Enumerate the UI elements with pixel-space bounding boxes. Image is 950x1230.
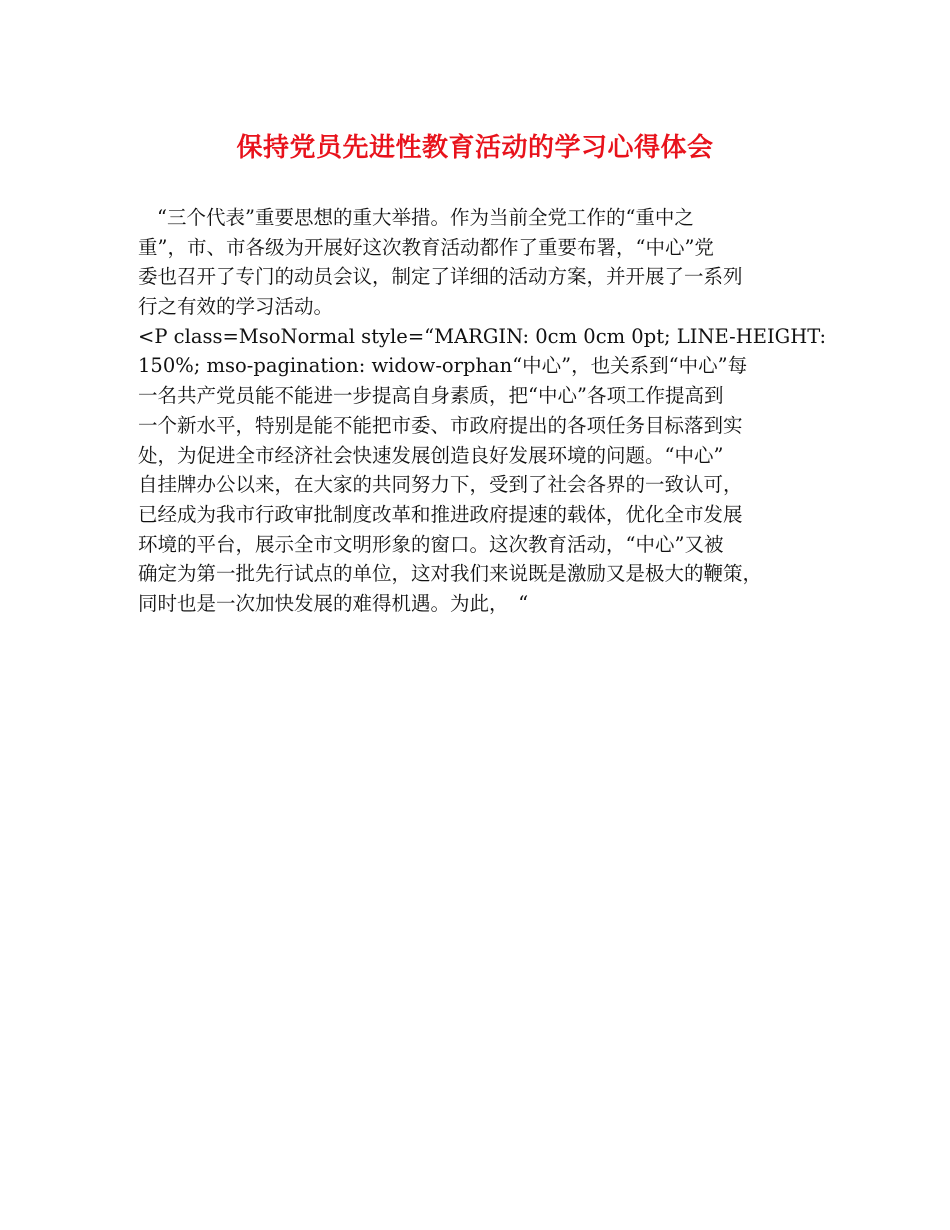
paragraph-line: 确定为第一批先行试点的单位，这对我们来说既是激励又是极大的鞭策， bbox=[138, 562, 763, 586]
paragraph-line: 一个新水平，特别是能不能把市委、市政府提出的各项任务目标落到实 bbox=[138, 413, 743, 437]
document-title: 保持党员先进性教育活动的学习心得体会 bbox=[236, 133, 714, 163]
paragraph-line: 重”，市、市各级为开展好这次教育活动都作了重要布署，“中心”党 bbox=[138, 235, 714, 259]
paragraph-line: 同时也是一次加快发展的难得机遇。为此， “ bbox=[138, 591, 529, 615]
paragraph-line: <P class=MsoNormal style=“MARGIN: 0cm 0cm 0pt; LINE-HEIGHT: bbox=[138, 324, 827, 348]
paragraph-line: “三个代表”重要思想的重大举措。作为当前全党工作的“重中之 bbox=[157, 206, 694, 229]
paragraph-line: 自挂牌办公以来，在大家的共同努力下，受到了社会各界的一致认可， bbox=[138, 473, 743, 497]
paragraph-line: 环境的平台，展示全市文明形象的窗口。这次教育活动，“中心”又被 bbox=[138, 532, 724, 556]
paragraph-line: 150%; mso-pagination: widow-orphan“中心”，也关系到“中心”每 bbox=[138, 354, 748, 378]
paragraph-line: 一名共产党员能不能进一步提高自身素质，把“中心”各项工作提高到 bbox=[138, 384, 724, 408]
paragraph-line: 委也召开了专门的动员会议，制定了详细的活动方案，并开展了一系列 bbox=[138, 265, 743, 289]
paragraph-line: 行之有效的学习活动。 bbox=[138, 295, 334, 319]
paragraph-line: 已经成为我市行政审批制度改革和推进政府提速的载体，优化全市发展 bbox=[138, 502, 743, 526]
document-body bbox=[138, 203, 838, 619]
paragraph-line: 处，为促进全市经济社会快速发展创造良好发展环境的问题。“中心” bbox=[138, 443, 724, 467]
